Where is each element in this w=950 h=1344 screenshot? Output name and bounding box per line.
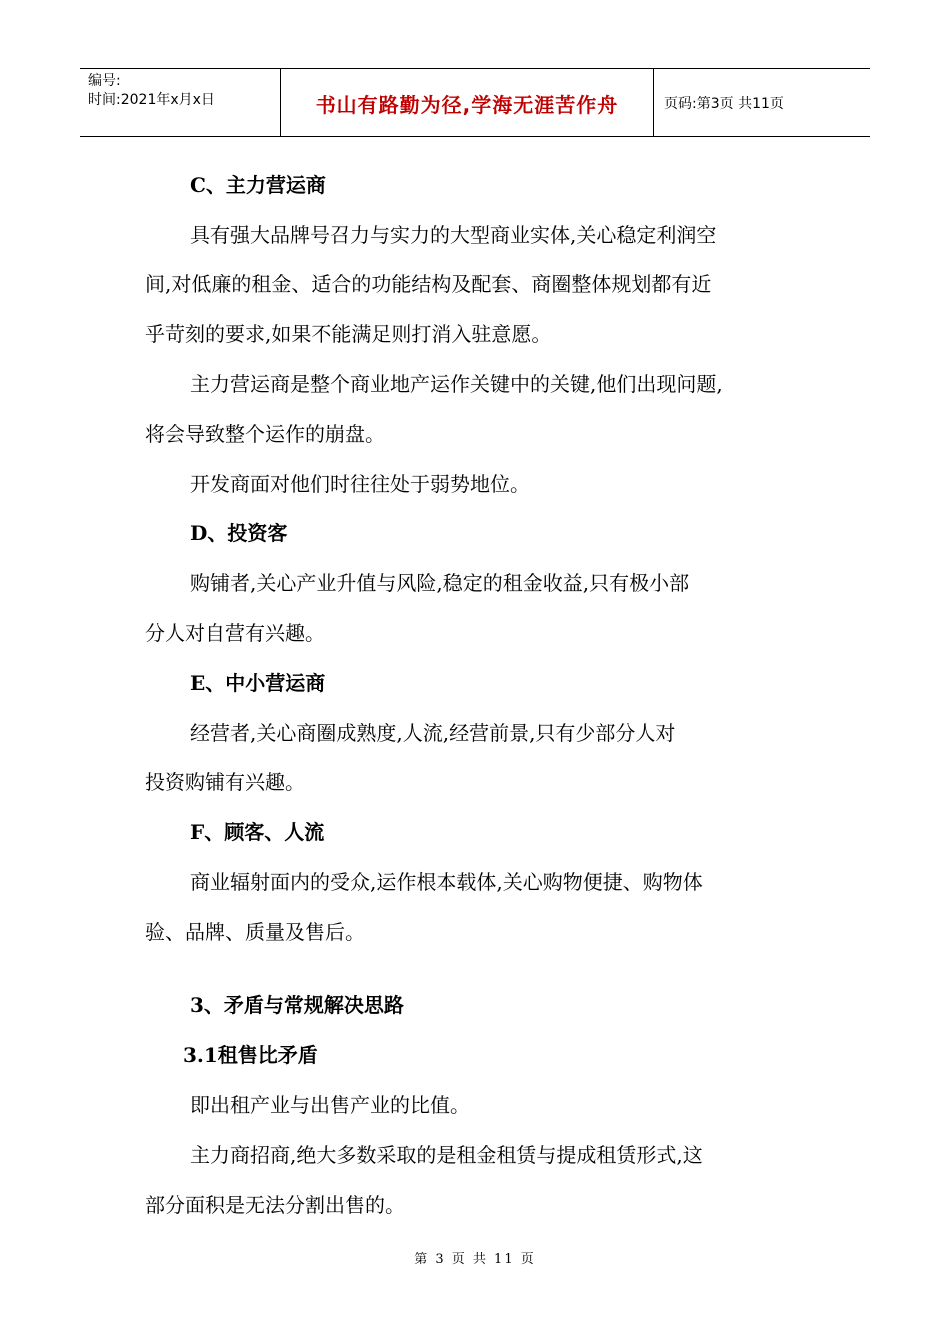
paragraph-line: 乎苛刻的要求,如果不能满足则打消入驻意愿。 (145, 322, 552, 346)
header-page-info: 页码:第3页 共11页 (664, 96, 784, 112)
section-heading-c: C、主力营运商 (190, 173, 326, 197)
page-footer: 第 3 页 共 11 页 (414, 1252, 536, 1267)
number-label: 编号: (88, 73, 121, 89)
header-page-cell (654, 69, 870, 136)
time-label: 时间:2021年x月x日 (88, 92, 215, 108)
header-motto: 书山有路勤为径,学海无涯苦作舟 (315, 93, 619, 117)
paragraph-line: 主力商招商,绝大多数采取的是租金租赁与提成租赁形式,这 (190, 1143, 703, 1167)
paragraph-line: 经营者,关心商圈成熟度,人流,经营前景,只有少部分人对 (190, 721, 676, 745)
section-heading-f: F、顾客、人流 (190, 820, 325, 844)
header-meta-cell (80, 69, 281, 136)
section-heading-e: E、中小营运商 (190, 671, 326, 695)
paragraph-line: 开发商面对他们时往往处于弱势地位。 (190, 472, 530, 496)
paragraph-line: 分人对自营有兴趣。 (145, 621, 325, 645)
paragraph-line: 验、品牌、质量及售后。 (145, 920, 365, 944)
paragraph-line: 购铺者,关心产业升值与风险,稳定的租金收益,只有极小部 (190, 571, 690, 595)
paragraph-line: 具有强大品牌号召力与实力的大型商业实体,关心稳定利润空 (190, 223, 717, 247)
header-motto-cell (281, 69, 654, 136)
paragraph-line: 将会导致整个运作的崩盘。 (145, 422, 385, 446)
subsection-heading-3-1: 3.1租售比矛盾 (183, 1043, 318, 1067)
page-header (80, 68, 870, 137)
section-heading-3: 3、矛盾与常规解决思路 (190, 993, 404, 1017)
paragraph-line: 部分面积是无法分割出售的。 (145, 1193, 405, 1217)
paragraph-line: 商业辐射面内的受众,运作根本载体,关心购物便捷、购物体 (190, 870, 703, 894)
paragraph-line: 间,对低廉的租金、适合的功能结构及配套、商圈整体规划都有近 (145, 272, 712, 296)
paragraph-line: 主力营运商是整个商业地产运作关键中的关键,他们出现问题, (190, 372, 723, 396)
paragraph-line: 投资购铺有兴趣。 (145, 770, 305, 794)
paragraph-line: 即出租产业与出售产业的比值。 (190, 1093, 470, 1117)
section-heading-d: D、投资客 (190, 521, 288, 545)
